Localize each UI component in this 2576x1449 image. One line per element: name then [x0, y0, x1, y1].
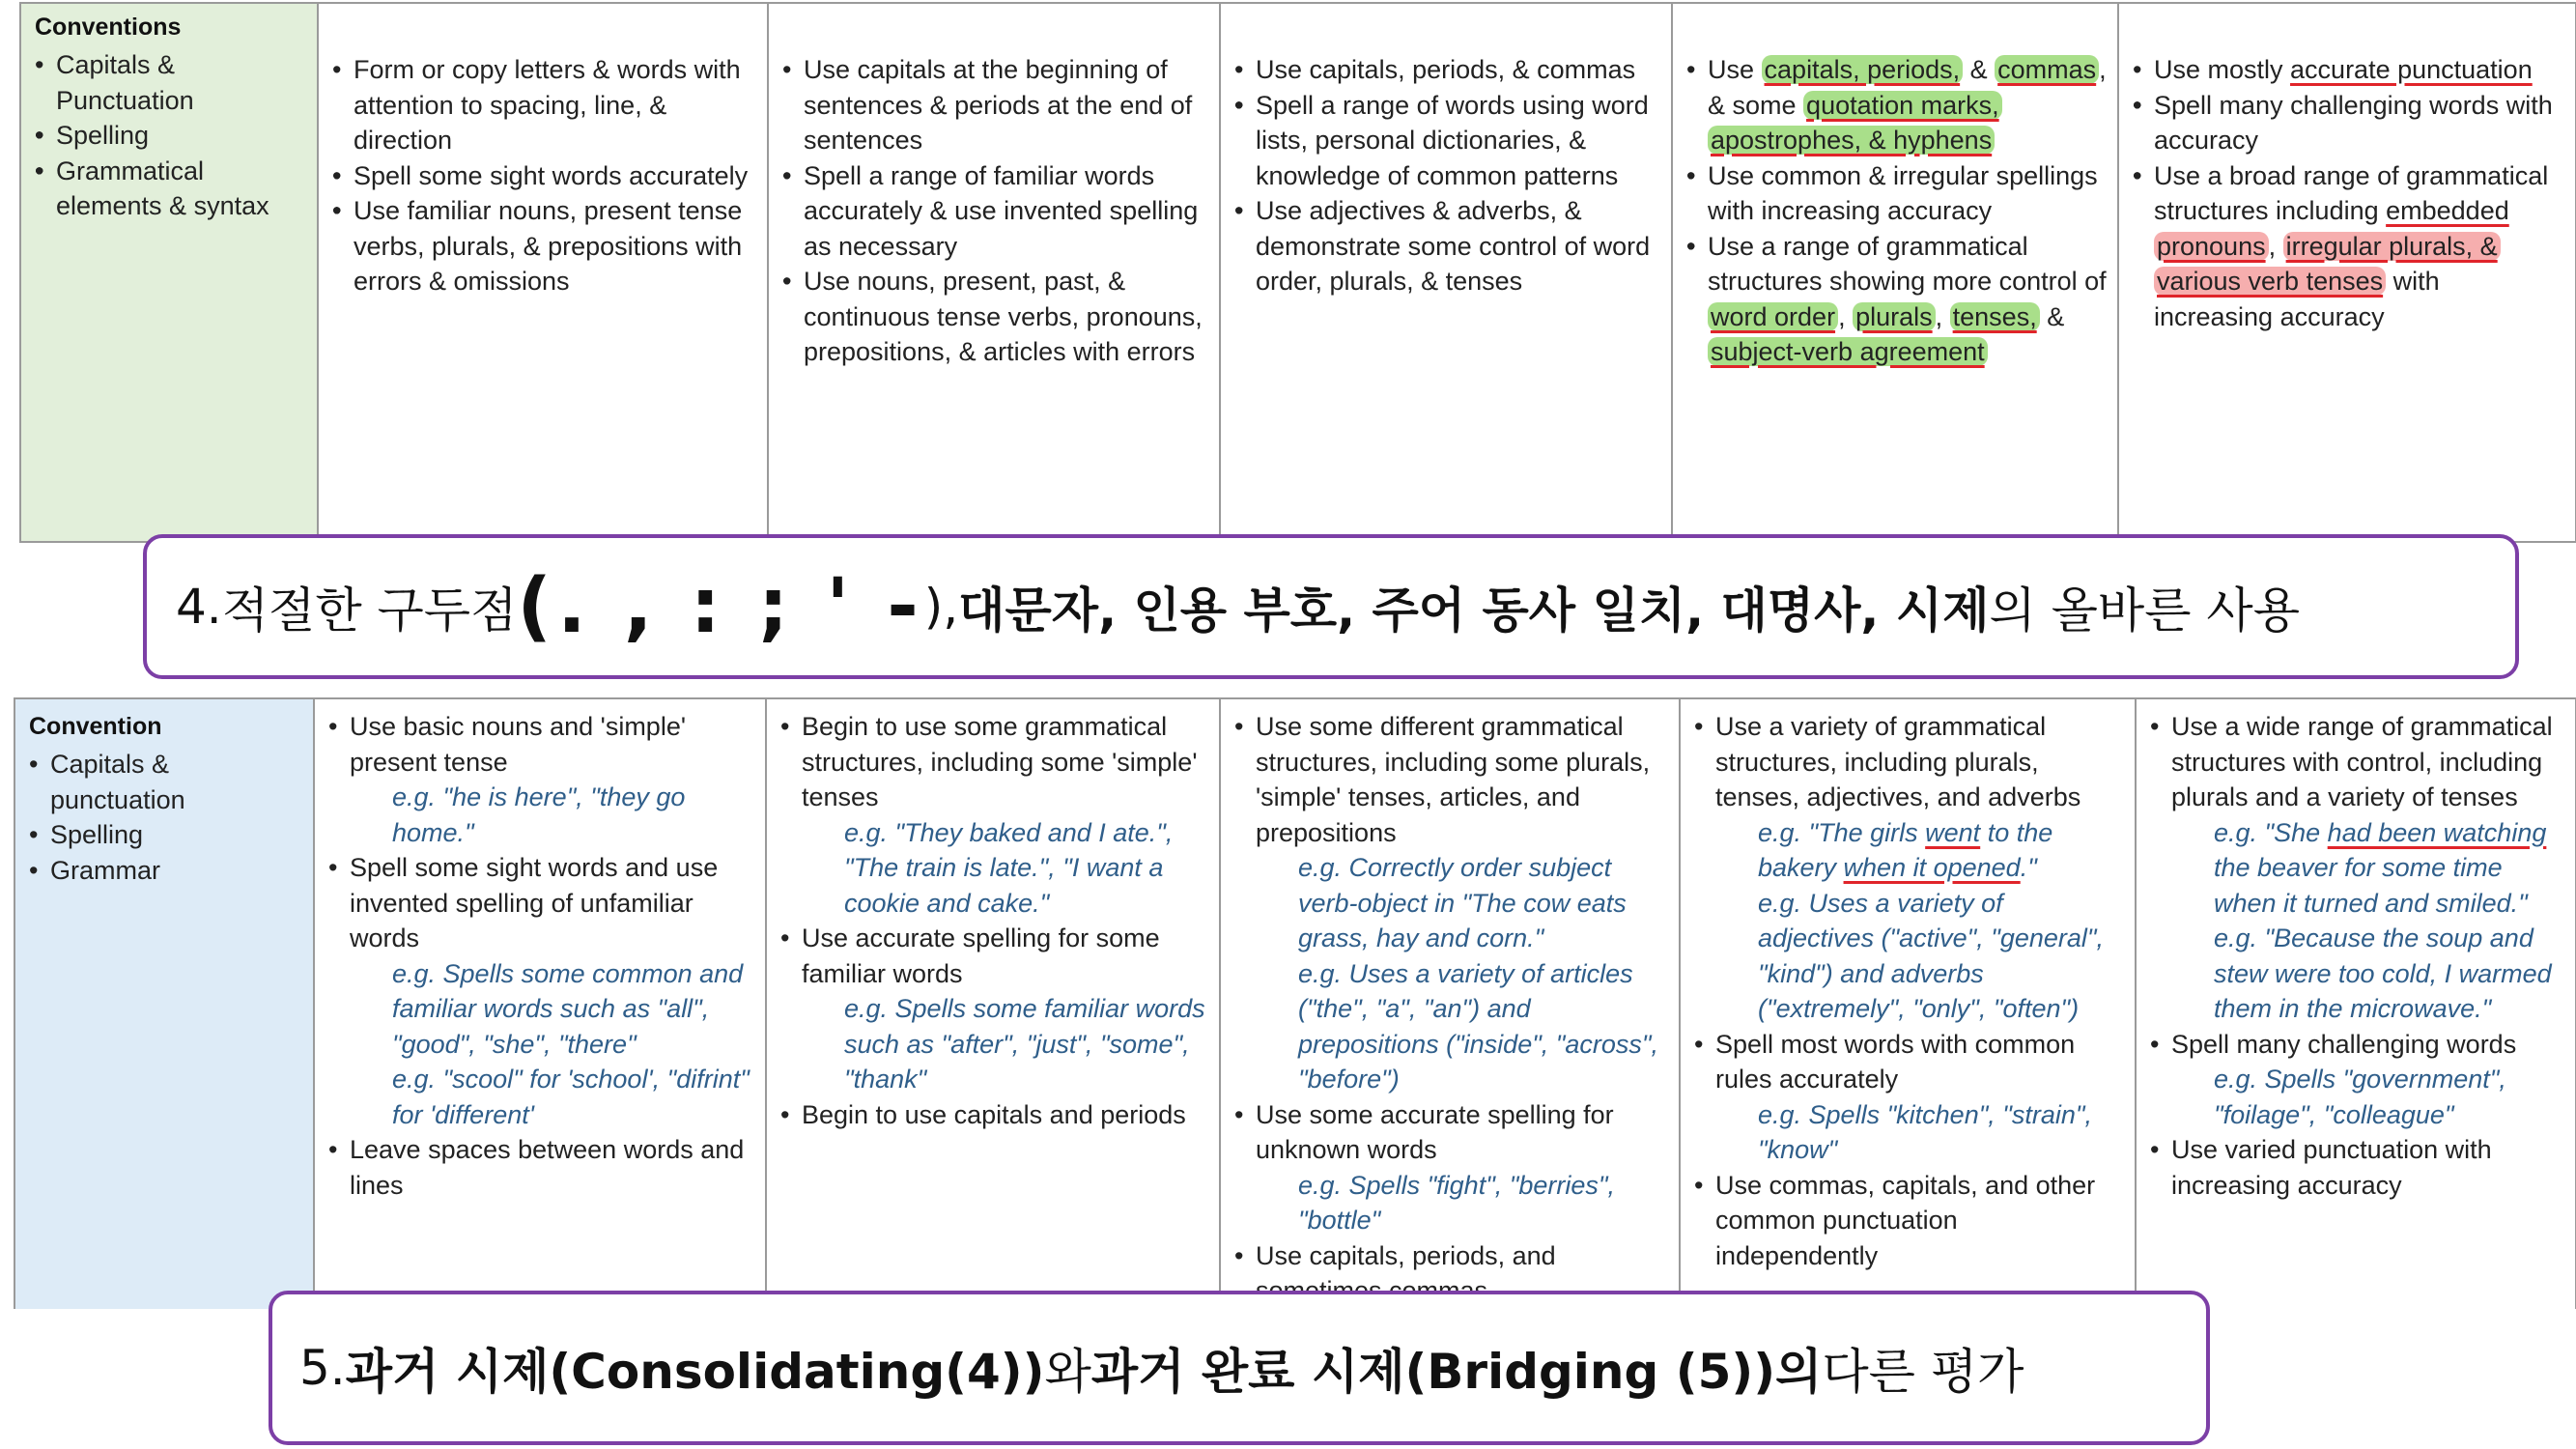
table1-col-2	[768, 3, 1220, 542]
example-text: e.g. Correctly order subject verb-object in "The cow eats grass, hay and corn."	[1298, 853, 1627, 952]
cell-text: • Use basic nouns and 'simple' present tense	[328, 709, 755, 780]
example-text-underlined: e.g. "The girls went to the bakery when it opened."	[1758, 817, 2053, 882]
table2-col-4	[1680, 698, 2136, 1309]
callout-term-past-perfect: 과거 완료 시제(Bridging (5))의	[1090, 1344, 1823, 1400]
row-item-grammar: • Grammatical elements & syntax	[35, 154, 307, 224]
table2-col-1	[314, 698, 766, 1309]
cell-text: • Form or copy letters & words with attention to spacing, line, & direction	[332, 52, 757, 158]
punctuation-marks: . , : ; ' -	[557, 563, 924, 650]
table1-col-4	[1672, 3, 2118, 542]
row-title: Convention	[29, 713, 162, 740]
cell-text: • Use commas, capitals, and other common punctuation independently	[1694, 1168, 2125, 1274]
example-text: e.g. Spells some familiar words such as "after", "just", "some", "thank"	[844, 994, 1205, 1094]
example-text: e.g. Uses a variety of adjectives ("active", "general", "kind") and adverbs ("extremely", "only", "often")	[1758, 888, 2105, 1023]
example-text: e.g. "he is here", "they go home."	[392, 782, 686, 847]
cell-text: • Use capitals, periods, & commas	[1234, 52, 1661, 88]
cell-text: • Spell many challenging words with accuracy	[2133, 88, 2565, 158]
callout-joiner: 와	[1044, 1344, 1091, 1400]
example-text-underlined: e.g. "She had been watching the beaver for some time when it turned and smiled."	[2214, 817, 2547, 918]
example-text: e.g. "They baked and I ate.", "The train is late.", "I want a cookie and cake."	[844, 817, 1174, 918]
cell-text: • Use adjectives & adverbs, & demonstrate some control of word order, plurals, & tenses	[1234, 193, 1661, 299]
cell-text: • Use varied punctuation with increasing accuracy	[2150, 1132, 2565, 1203]
cell-text: • Use common & irregular spellings with increasing accuracy	[1686, 158, 2108, 229]
table2-col-5	[2136, 698, 2576, 1309]
callout-note-5	[269, 1291, 2210, 1445]
cell-text: • Begin to use some grammatical structures, including some 'simple' tenses	[780, 709, 1209, 815]
cell-text: • Use accurate spelling for some familiar words	[780, 921, 1209, 991]
callout-term-past: 과거 시제(Consolidating(4))	[345, 1344, 1045, 1400]
punctuation-open: (	[517, 563, 558, 650]
row-item-grammar: • Grammar	[29, 853, 303, 889]
cell-text: • Use capitals at the beginning of sentences & periods at the end of sentences	[782, 52, 1209, 158]
example-text: e.g. Uses a variety of articles ("the", "a", "an") and prepositions ("inside", "across", "before")	[1298, 958, 1658, 1094]
row-item-spelling: • Spelling	[35, 118, 307, 154]
example-text: e.g. Spells some common and familiar words such as "all", "good", "she", "there"	[392, 958, 744, 1059]
cell-text: • Spell many challenging words	[2150, 1027, 2565, 1063]
cell-text: • Use some different grammatical structures, including some plurals, 'simple' tenses, articles, and prepositions	[1234, 709, 1669, 850]
conventions-table-1	[19, 2, 2576, 543]
row-item-capitals: • Capitals & punctuation	[29, 747, 303, 817]
row-item-capitals: • Capitals & Punctuation	[35, 47, 307, 118]
row-title: Conventions	[35, 14, 182, 41]
table1-col-1	[318, 3, 768, 542]
table1-col-5	[2118, 3, 2576, 542]
cell-text: • Spell a range of words using word lists, personal dictionaries, & knowledge of common patterns	[1234, 88, 1661, 194]
callout-tail: 다른 평가	[1822, 1344, 2024, 1400]
cell-text-highlighted: • Use a range of grammatical structures showing more control of word order , plurals , tenses, & subject-verb agreement	[1686, 229, 2108, 370]
callout-bold-terms: 대문자, 인용 부호, 주어 동사 일치, 대명사, 시제	[958, 582, 1990, 639]
cell-text: • Spell most words with common rules accurately	[1694, 1027, 2125, 1097]
example-text: e.g. Spells "government", "foilage", "colleague"	[2214, 1065, 2506, 1129]
row-header-conventions	[20, 3, 318, 542]
conventions-table-2	[14, 697, 2576, 1309]
cell-text-underlined: • Use mostly accurate punctuation	[2133, 52, 2565, 88]
example-text: e.g. "scool" for 'school', "difrint" for 'different'	[392, 1065, 750, 1129]
table2-col-2	[766, 698, 1220, 1309]
cell-text: • Use familiar nouns, present tense verbs, plurals, & prepositions with errors & omissions	[332, 193, 757, 299]
cell-text: • Use nouns, present, past, & continuous tense verbs, pronouns, prepositions, & articles with errors	[782, 264, 1209, 370]
cell-text: • Spell a range of familiar words accurately & use invented spelling as necessary	[782, 158, 1209, 265]
cell-text: • Use capitals, periods, and	[1234, 1238, 1669, 1309]
callout-number: 5.	[299, 1340, 346, 1396]
punctuation-close: ),	[923, 579, 959, 635]
callout-note-4	[143, 534, 2519, 679]
cell-text: • Spell some sight words accurately	[332, 158, 757, 194]
table1-col-3	[1220, 3, 1672, 542]
cell-text: • Use some accurate spelling for unknown words	[1234, 1097, 1669, 1168]
callout-lead: 적절한 구두점	[221, 582, 518, 639]
callout-tail: 의 올바른 사용	[1989, 582, 2300, 639]
example-text: e.g. "Because the soup and stew were too cold, I warmed them in the microwave."	[2214, 923, 2552, 1023]
cell-text: • Leave spaces between words and lines	[328, 1132, 755, 1203]
callout-number: 4.	[176, 579, 222, 635]
cell-text: • Use a variety of grammatical structures, including plurals, tenses, adjectives, and adverbs	[1694, 709, 2125, 815]
cell-text-underlined: • Use a broad range of grammatical structures including embedded pronouns , irregular plurals, & various verb tenses with increasing accuracy	[2133, 158, 2565, 335]
cell-text: • Spell some sight words and use invented spelling of unfamiliar words	[328, 850, 755, 956]
example-text: e.g. Spells "kitchen", "strain", "know"	[1758, 1099, 2092, 1164]
cell-text: • Use a wide range of grammatical structures with control, including plurals and a variety of tenses	[2150, 709, 2565, 815]
table2-col-3	[1220, 698, 1680, 1309]
example-text: e.g. Spells "fight", "berries", "bottle"	[1298, 1170, 1615, 1235]
cell-text: • Begin to use capitals and periods	[780, 1097, 1209, 1133]
row-item-spelling: • Spelling	[29, 817, 303, 853]
row-header-convention	[14, 698, 314, 1309]
cell-text-highlighted: • Use capitals, periods, & commas , & some quotation marks, apostrophes, & hyphens	[1686, 52, 2108, 158]
